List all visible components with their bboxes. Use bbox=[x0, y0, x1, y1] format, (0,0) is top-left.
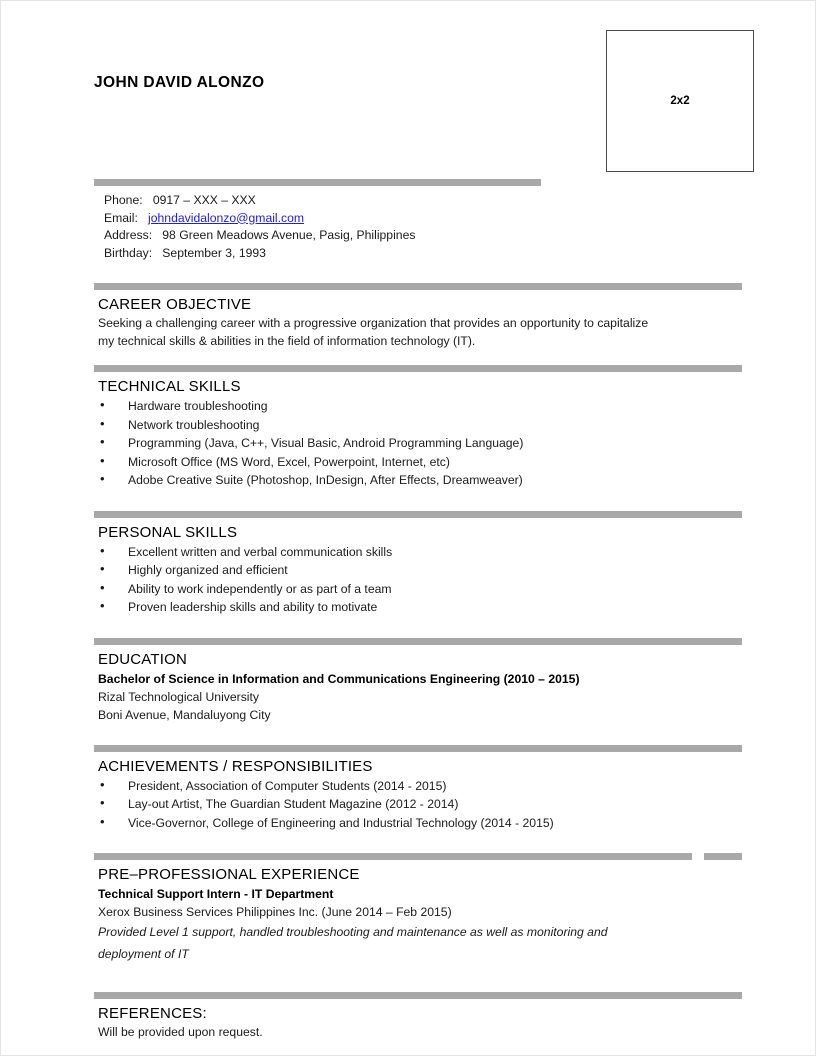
contact-block bbox=[104, 192, 754, 262]
technical-skills-list bbox=[94, 397, 754, 490]
list-item: • Adobe Creative Suite (Photoshop, InDesign, After Effects, Dreamweaver) bbox=[94, 471, 754, 490]
divider-achievements bbox=[94, 745, 742, 752]
experience-description-line-1: Provided Level 1 support, handled troubleshooting and maintenance as well as monitoring and bbox=[98, 925, 608, 939]
section-title-achievements: ACHIEVEMENTS / RESPONSIBILITIES bbox=[98, 757, 373, 775]
education-degree: Bachelor of Science in Information and Communications Engineering (2010 – 2015) bbox=[98, 671, 580, 686]
list-item: • President, Association of Computer Students (2014 - 2015) bbox=[94, 777, 754, 796]
header bbox=[94, 30, 754, 172]
career-objective-line-2: my technical skills & abilities in the field of information technology (IT). bbox=[98, 333, 476, 348]
experience-role: Technical Support Intern - IT Department bbox=[98, 887, 334, 901]
photo-placeholder-label: 2x2 bbox=[670, 95, 690, 107]
career-objective-line-1: Seeking a challenging career with a progressive organization that provides an opportunity to capitalize bbox=[98, 316, 649, 330]
education-location: Boni Avenue, Mandaluyong City bbox=[98, 707, 271, 722]
contact-email-label: Email: bbox=[104, 210, 138, 225]
contact-phone-label: Phone: bbox=[104, 193, 143, 207]
list-item: • Highly organized and efficient bbox=[94, 561, 754, 580]
divider-personal-skills bbox=[94, 511, 742, 518]
personal-skills-list bbox=[94, 543, 754, 617]
section-title-references: REFERENCES: bbox=[98, 1005, 207, 1022]
section-title-education: EDUCATION bbox=[98, 650, 188, 668]
contact-phone-value: 0917 – XXX – XXX bbox=[152, 193, 256, 207]
section-career-objective bbox=[94, 296, 754, 350]
section-experience bbox=[94, 866, 754, 965]
contact-birthday bbox=[104, 245, 754, 263]
section-title-technical-skills: TECHNICAL SKILLS bbox=[98, 378, 241, 395]
page-title: JOHN DAVID ALONZO bbox=[94, 74, 265, 91]
divider-career-objective bbox=[94, 283, 742, 290]
contact-address-label: Address: bbox=[104, 228, 153, 242]
divider-header bbox=[94, 179, 541, 186]
contact-email bbox=[104, 210, 754, 228]
contact-birthday-value: September 3, 1993 bbox=[162, 245, 266, 260]
divider-experience bbox=[94, 853, 742, 860]
section-title-career-objective: CAREER OBJECTIVE bbox=[98, 296, 252, 313]
list-item: • Proven leadership skills and ability to motivate bbox=[94, 598, 754, 617]
section-education bbox=[94, 651, 754, 724]
photo-placeholder bbox=[606, 30, 754, 172]
section-title-personal-skills: PERSONAL SKILLS bbox=[98, 523, 238, 541]
contact-birthday-label: Birthday: bbox=[104, 245, 153, 260]
list-item: • Hardware troubleshooting bbox=[94, 397, 754, 416]
list-item: • Programming (Java, C++, Visual Basic, Android Programming Language) bbox=[94, 434, 754, 453]
list-item: • Ability to work independently or as part of a team bbox=[94, 580, 754, 599]
divider-education bbox=[94, 638, 742, 645]
divider-references bbox=[94, 992, 742, 999]
contact-address-value: 98 Green Meadows Avenue, Pasig, Philippines bbox=[162, 228, 416, 242]
section-achievements bbox=[94, 758, 754, 833]
list-item: • Lay-out Artist, The Guardian Student Magazine (2012 - 2014) bbox=[94, 795, 754, 814]
contact-address bbox=[104, 227, 754, 245]
section-references bbox=[94, 1005, 754, 1042]
resume-content bbox=[94, 30, 754, 1042]
contact-phone bbox=[104, 192, 754, 210]
experience-company: Xerox Business Services Philippines Inc. (June 2014 – Feb 2015) bbox=[98, 905, 452, 919]
achievements-list bbox=[94, 777, 754, 833]
header-left bbox=[94, 30, 264, 92]
section-personal-skills bbox=[94, 524, 754, 617]
section-technical-skills bbox=[94, 378, 754, 490]
list-item: • Vice-Governor, College of Engineering and Industrial Technology (2014 - 2015) bbox=[94, 814, 754, 833]
divider-technical-skills bbox=[94, 365, 742, 372]
list-item: • Microsoft Office (MS Word, Excel, Powerpoint, Internet, etc) bbox=[94, 453, 754, 472]
list-item: • Excellent written and verbal communication skills bbox=[94, 543, 754, 562]
section-title-experience: PRE–PROFESSIONAL EXPERIENCE bbox=[98, 866, 360, 883]
references-text: Will be provided upon request. bbox=[98, 1025, 263, 1039]
list-item: • Network troubleshooting bbox=[94, 416, 754, 435]
experience-description-line-2: deployment of IT bbox=[98, 947, 189, 961]
contact-email-link[interactable]: johndavidalonzo@gmail.com bbox=[148, 210, 305, 225]
education-school: Rizal Technological University bbox=[98, 689, 259, 704]
